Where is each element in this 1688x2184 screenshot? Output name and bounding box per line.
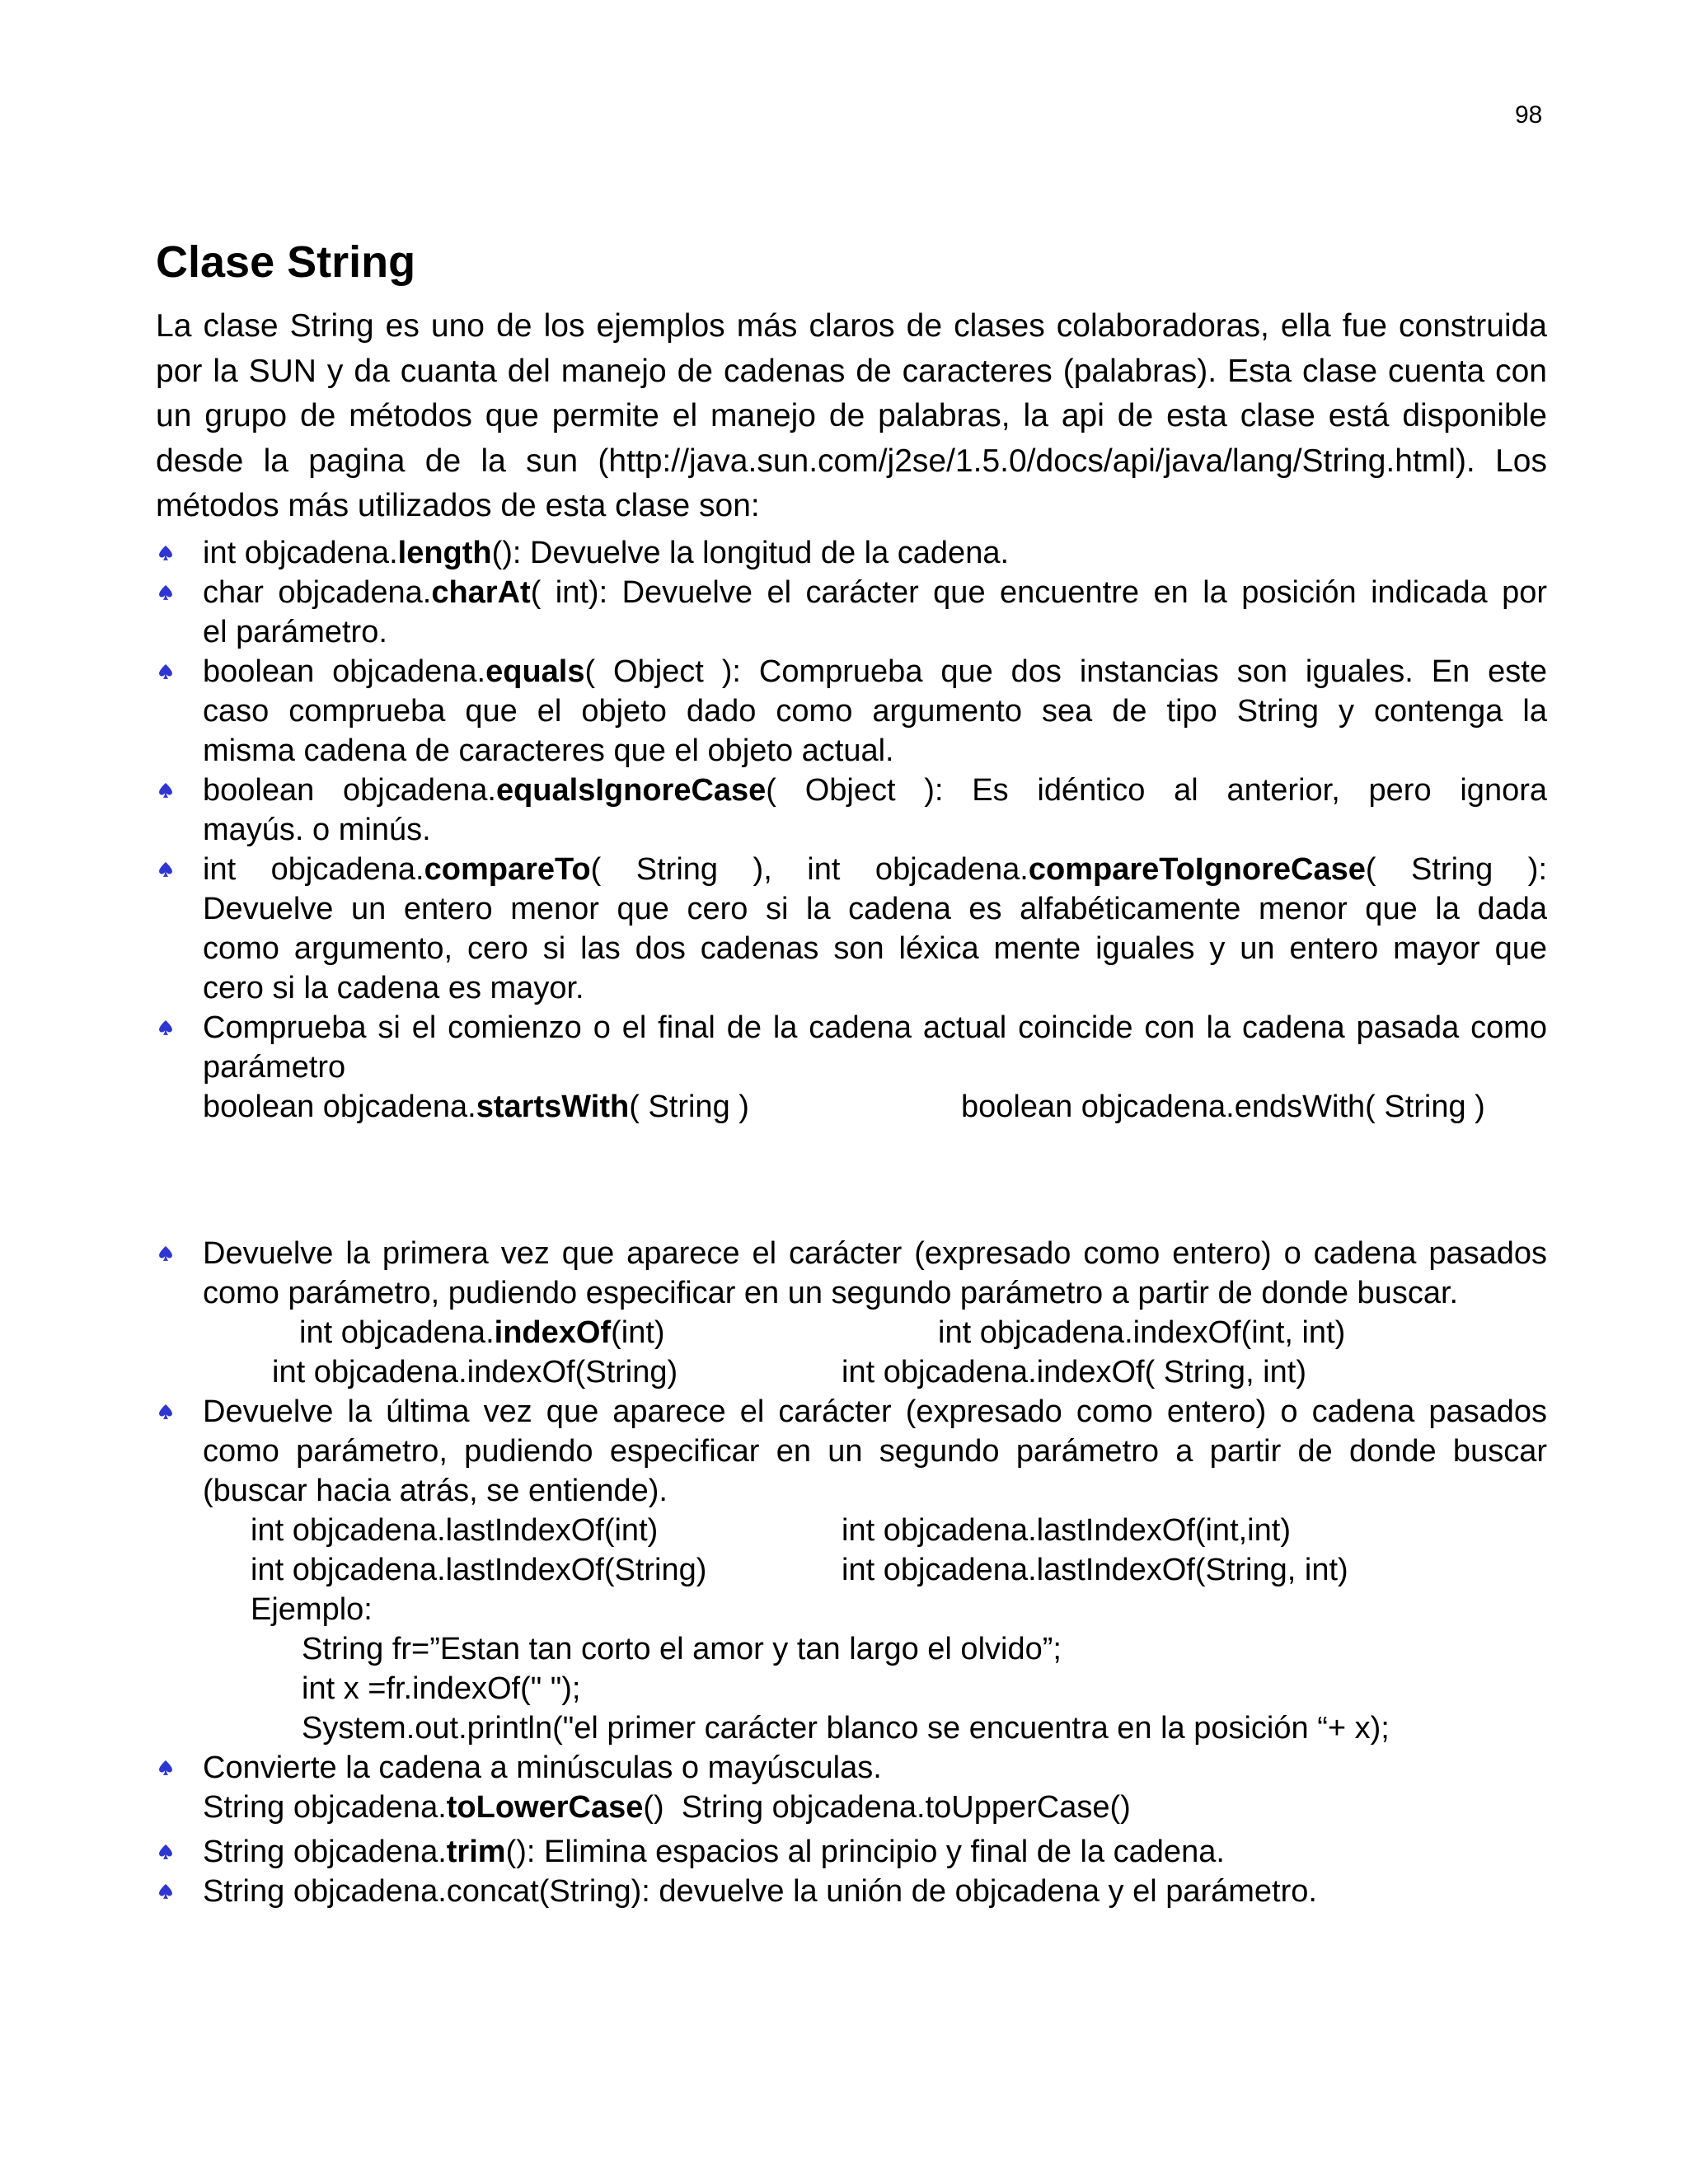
item-line bbox=[203, 771, 1547, 810]
method-list bbox=[203, 533, 1547, 1127]
method-item-compareto bbox=[203, 850, 1547, 1008]
method-description: (): Elimina espacios al principio y final de la cadena. bbox=[505, 1835, 1225, 1869]
method-name: startsWith bbox=[476, 1090, 630, 1124]
spade-bullet-icon bbox=[159, 1246, 172, 1262]
intro-line: métodos más utilizados de esta clase son: bbox=[156, 488, 760, 523]
example-code-line: int x =fr.indexOf(" "); bbox=[302, 1671, 581, 1706]
example-code-row bbox=[203, 1669, 1547, 1708]
signature-prefix: boolean objcadena. bbox=[203, 773, 496, 808]
method-item-indexof bbox=[203, 1234, 1547, 1392]
spade-bullet-icon bbox=[159, 783, 172, 799]
signature-prefix: int objcadena. bbox=[203, 852, 424, 887]
method-name: equals bbox=[485, 654, 585, 689]
example-code-row bbox=[203, 1629, 1547, 1669]
signature-suffix: ( String ): bbox=[1365, 852, 1548, 887]
method-item-startswith-endswith bbox=[203, 1008, 1547, 1127]
method-item-trim bbox=[203, 1832, 1547, 1872]
method-signature: int objcadena.indexOf( String, int) bbox=[842, 1355, 1306, 1390]
method-signature: int objcadena.lastIndexOf(int) bbox=[251, 1513, 659, 1548]
spade-bullet-icon bbox=[159, 585, 172, 601]
signature-row bbox=[203, 1313, 1547, 1352]
signature-prefix: String objcadena. bbox=[203, 1835, 447, 1869]
item-line: parámetro bbox=[203, 1050, 346, 1085]
method-name: indexOf bbox=[494, 1315, 612, 1350]
method-item-equals bbox=[203, 652, 1547, 771]
spade-bullet-icon bbox=[159, 1020, 172, 1036]
item-line: el parámetro. bbox=[203, 615, 387, 649]
intro-paragraph bbox=[156, 304, 1547, 529]
example-code-row bbox=[203, 1708, 1547, 1748]
method-item-concat bbox=[203, 1872, 1547, 1911]
method-description: ( int): Devuelve el carácter que encuentre en la posición indicada por bbox=[530, 575, 1547, 610]
method-signature: int objcadena.indexOf(int, int) bbox=[938, 1315, 1346, 1350]
method-signature: int objcadena.lastIndexOf(String) bbox=[251, 1553, 707, 1587]
item-line bbox=[203, 1788, 1547, 1827]
method-name: equalsIgnoreCase bbox=[495, 773, 767, 808]
item-line: como parámetro, pudiendo especificar en un segundo parámetro a partir de donde buscar bbox=[203, 1434, 1547, 1469]
intro-line: un grupo de métodos que permite el manejo de palabras, la api de esta clase está disponible bbox=[156, 398, 1547, 434]
method-name: length bbox=[397, 536, 492, 570]
method-name: trim bbox=[446, 1835, 506, 1869]
signature-row bbox=[203, 1087, 1547, 1127]
example-code-line: System.out.println("el primer carácter blanco se encuentra en la posición “+ x); bbox=[302, 1711, 1390, 1746]
spade-bullet-icon bbox=[159, 1404, 172, 1420]
spade-bullet-icon bbox=[159, 1884, 172, 1900]
example-label-row bbox=[203, 1590, 1547, 1629]
method-signature: int objcadena.lastIndexOf(String, int) bbox=[842, 1553, 1348, 1587]
method-item-lastindexof bbox=[203, 1392, 1547, 1748]
signature-row bbox=[203, 1550, 1547, 1590]
signature-prefix: boolean objcadena. bbox=[203, 654, 486, 689]
item-line: misma cadena de caracteres que el objeto actual. bbox=[203, 733, 894, 768]
method-description: (): Devuelve la longitud de la cadena. bbox=[491, 536, 1010, 570]
item-line bbox=[203, 850, 1547, 889]
item-line bbox=[203, 1832, 1547, 1872]
item-line: (buscar hacia atrás, se entiende). bbox=[203, 1474, 668, 1508]
item-line bbox=[203, 533, 1547, 573]
spade-bullet-icon bbox=[159, 862, 172, 878]
method-name: charAt bbox=[431, 575, 531, 610]
method-name: compareTo bbox=[424, 852, 591, 887]
signature-prefix: int objcadena. bbox=[299, 1315, 495, 1350]
signature-prefix: int objcadena. bbox=[203, 536, 398, 570]
item-line: Devuelve la primera vez que aparece el carácter (expresado como entero) o cadena pasados bbox=[203, 1236, 1547, 1271]
item-line: Devuelve la última vez que aparece el carácter (expresado como entero) o cadena pasados bbox=[203, 1394, 1547, 1429]
method-description: ( Object ): Comprueba que dos instancias son iguales. En este bbox=[584, 654, 1547, 689]
method-description: ( Object ): Es idéntico al anterior, pero ignora bbox=[766, 773, 1547, 808]
method-signature bbox=[203, 1087, 749, 1127]
intro-line: La clase String es uno de los ejemplos más claros de clases colaboradoras, ella fue construida bbox=[156, 308, 1547, 344]
method-signature: int objcadena.lastIndexOf(int,int) bbox=[842, 1513, 1291, 1548]
intro-line: por la SUN y da cuanta del manejo de cadenas de caracteres (palabras). Esta clase cuenta con bbox=[156, 353, 1547, 389]
item-line: como parámetro, pudiendo especificar en un segundo parámetro a partir de donde buscar. bbox=[203, 1276, 1459, 1310]
item-line: Comprueba si el comienzo o el final de la cadena actual coincide con la cadena pasada como bbox=[203, 1010, 1547, 1045]
method-list bbox=[203, 1234, 1547, 1911]
signature-suffix: () String objcadena.toUpperCase() bbox=[643, 1790, 1131, 1825]
spade-bullet-icon bbox=[159, 546, 172, 561]
item-line: Convierte la cadena a minúsculas o mayúsculas. bbox=[203, 1750, 882, 1785]
method-item-length bbox=[203, 533, 1547, 573]
spade-bullet-icon bbox=[159, 1760, 172, 1776]
method-item-case-conversion bbox=[203, 1748, 1547, 1827]
signature-row bbox=[203, 1352, 1547, 1392]
item-line: como argumento, cero si las dos cadenas son léxica mente iguales y un entero mayor que bbox=[203, 931, 1547, 966]
signature-prefix: boolean objcadena. bbox=[203, 1090, 476, 1124]
item-line bbox=[203, 652, 1547, 691]
page-number: 98 bbox=[1515, 101, 1543, 129]
intro-line: desde la pagina de la sun (http://java.sun.com/j2se/1.5.0/docs/api/java/lang/String.html). Los bbox=[156, 443, 1547, 479]
method-item-charat bbox=[203, 573, 1547, 652]
signature-prefix: String objcadena. bbox=[203, 1790, 447, 1825]
spade-bullet-icon bbox=[159, 1844, 172, 1860]
item-line: String objcadena.concat(String): devuelve la unión de objcadena y el parámetro. bbox=[203, 1874, 1317, 1909]
spade-bullet-icon bbox=[159, 664, 172, 680]
signature-middle: ( String ), int objcadena. bbox=[590, 852, 1029, 887]
method-signature bbox=[299, 1313, 665, 1352]
item-line: caso comprueba que el objeto dado como argumento sea de tipo String y contenga la bbox=[203, 694, 1547, 729]
section-title: Clase String bbox=[156, 237, 416, 287]
signature-suffix: (int) bbox=[611, 1315, 665, 1350]
method-name: toLowerCase bbox=[446, 1790, 644, 1825]
item-line: mayús. o minús. bbox=[203, 813, 431, 847]
item-line: cero si la cadena es mayor. bbox=[203, 971, 584, 1005]
method-item-equalsignorecase bbox=[203, 771, 1547, 850]
example-label: Ejemplo: bbox=[251, 1592, 373, 1627]
signature-suffix: ( String ) bbox=[629, 1090, 749, 1124]
method-name: compareToIgnoreCase bbox=[1028, 852, 1366, 887]
method-signature: boolean objcadena.endsWith( String ) bbox=[961, 1090, 1485, 1124]
item-line bbox=[203, 573, 1547, 612]
signature-prefix: char objcadena. bbox=[203, 575, 432, 610]
signature-row bbox=[203, 1511, 1547, 1550]
item-line: Devuelve un entero menor que cero si la cadena es alfabéticamente menor que la dada bbox=[203, 892, 1547, 926]
method-signature: int objcadena.indexOf(String) bbox=[272, 1355, 678, 1390]
example-code-line: String fr=”Estan tan corto el amor y tan largo el olvido”; bbox=[302, 1632, 1062, 1666]
